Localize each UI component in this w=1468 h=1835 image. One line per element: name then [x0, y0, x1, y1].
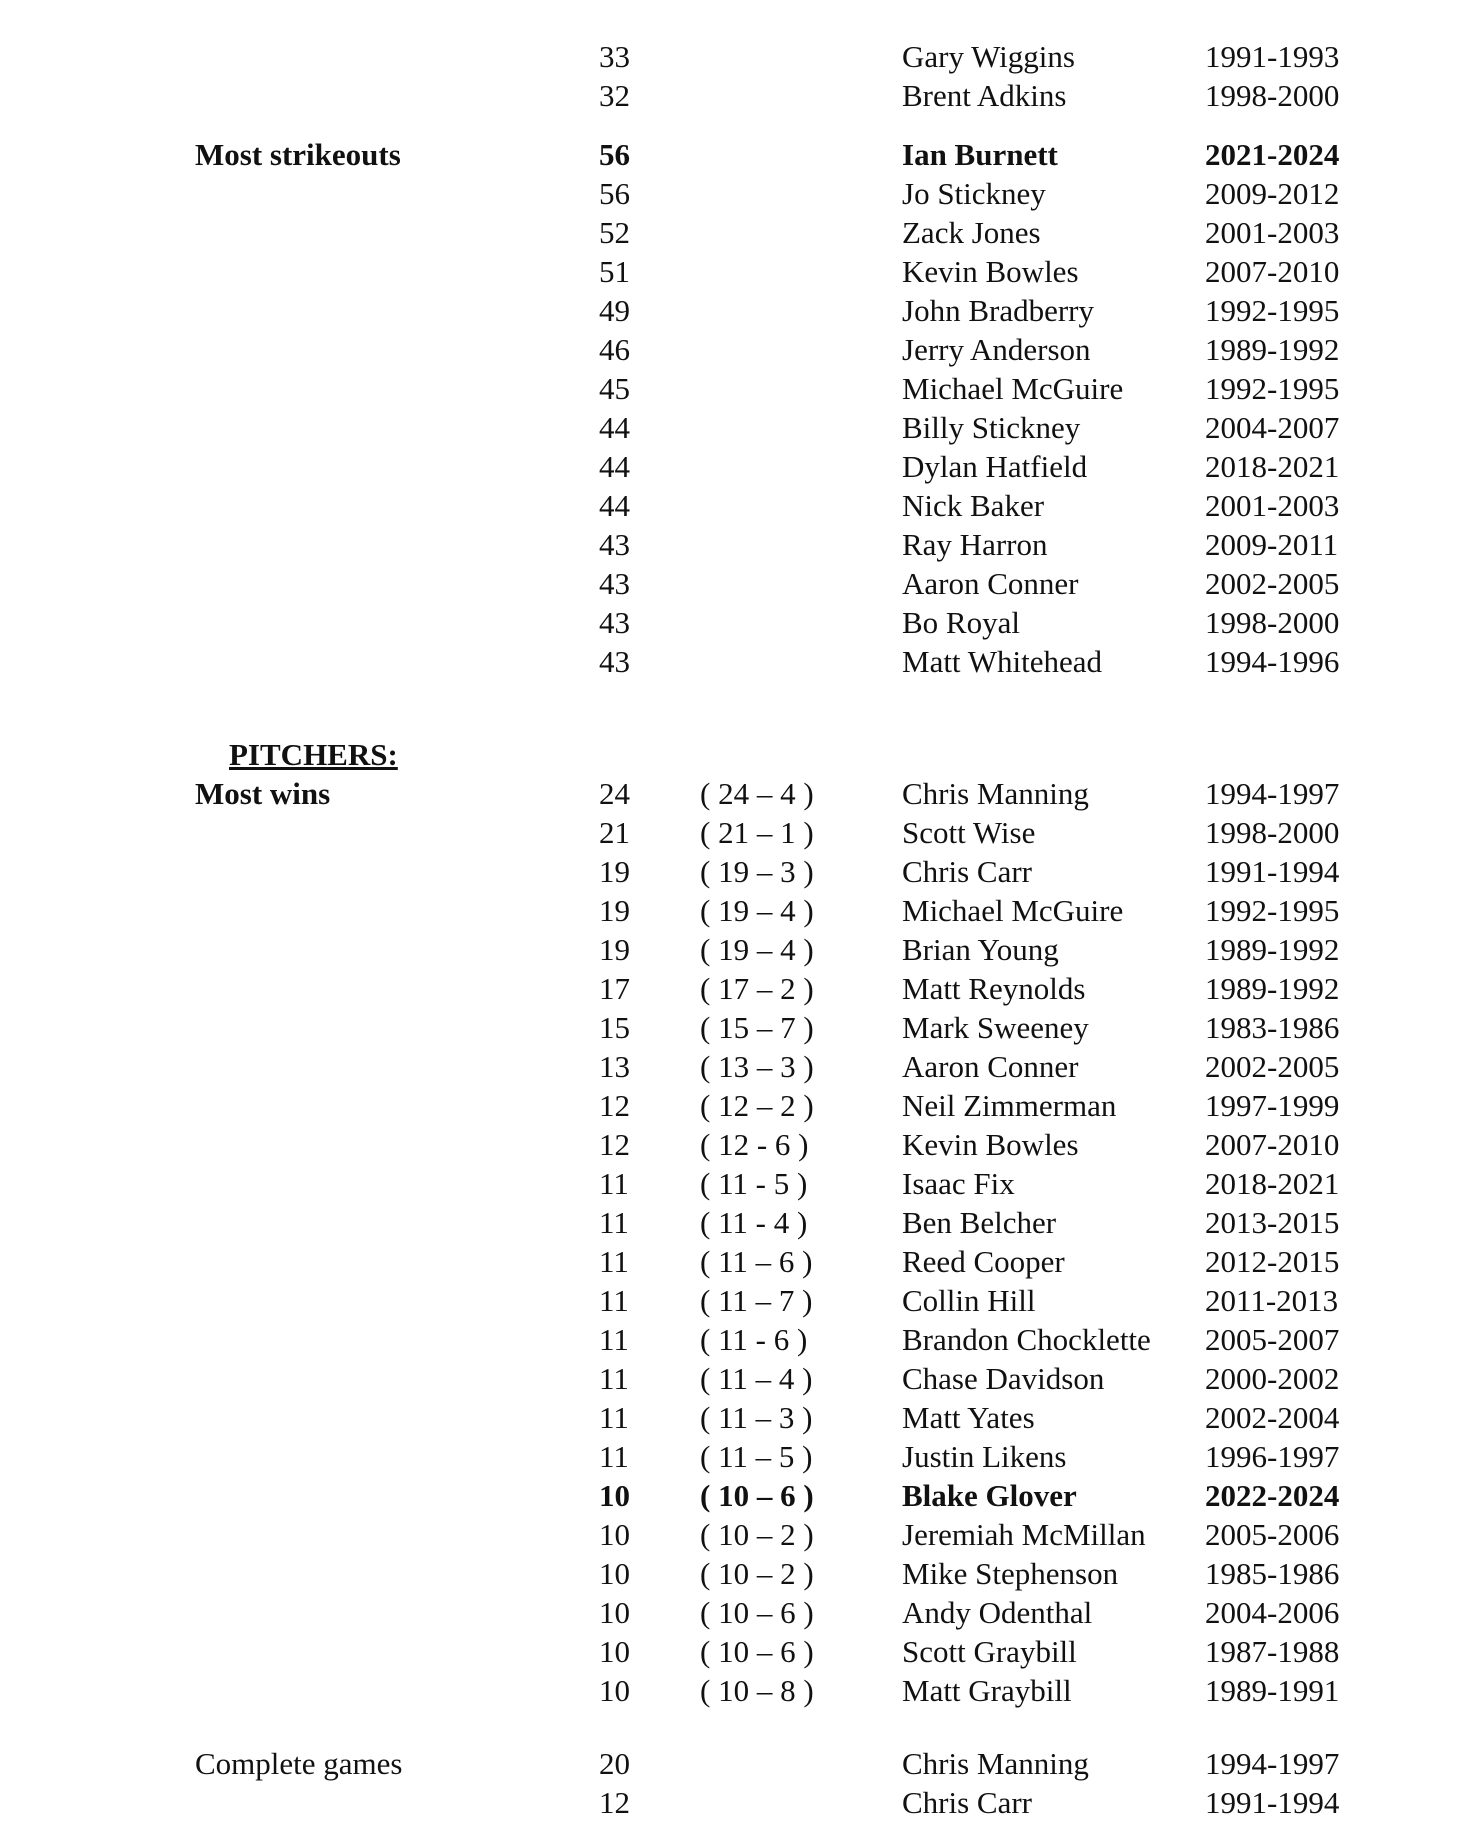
section-heading-pitchers: PITCHERS:: [229, 737, 398, 772]
record-row: [0, 1125, 1468, 1164]
player-years: 1989-1992: [1205, 932, 1340, 967]
record-value: 21: [599, 815, 630, 850]
player-years: 2000-2002: [1205, 1361, 1340, 1396]
player-name: Chris Carr: [902, 854, 1033, 889]
record-row: [0, 1008, 1468, 1047]
player-years: 2021-2024: [1205, 137, 1340, 172]
record-row: [0, 252, 1468, 291]
record-row: [0, 525, 1468, 564]
player-years: 1998-2000: [1205, 605, 1340, 640]
player-name: Dylan Hatfield: [902, 449, 1088, 484]
player-years: 2009-2011: [1205, 527, 1339, 562]
record-row: [0, 1515, 1468, 1554]
player-years: 2005-2007: [1205, 1322, 1340, 1357]
win-loss-record: ( 10 – 2 ): [700, 1556, 814, 1591]
record-row: [0, 642, 1468, 681]
win-loss-record: ( 12 – 2 ): [700, 1088, 814, 1123]
record-row: [0, 1086, 1468, 1125]
win-loss-record: ( 11 – 7 ): [700, 1283, 813, 1318]
record-row: [0, 930, 1468, 969]
record-row: [0, 174, 1468, 213]
record-value: 24: [599, 776, 630, 811]
player-years: 2018-2021: [1205, 449, 1340, 484]
player-years: 1989-1992: [1205, 332, 1340, 367]
record-row: [0, 447, 1468, 486]
record-value: 33: [599, 39, 630, 74]
player-name: Neil Zimmerman: [902, 1088, 1117, 1123]
win-loss-record: ( 24 – 4 ): [700, 776, 814, 811]
record-value: 12: [599, 1088, 630, 1123]
player-name: Matt Yates: [902, 1400, 1035, 1435]
record-row: [0, 1047, 1468, 1086]
record-row: [0, 213, 1468, 252]
player-name: Isaac Fix: [902, 1166, 1015, 1201]
player-name: Chris Carr: [902, 1785, 1033, 1820]
win-loss-record: ( 12 - 6 ): [700, 1127, 809, 1162]
record-value: 19: [599, 932, 630, 967]
player-years: 1997-1999: [1205, 1088, 1340, 1123]
win-loss-record: ( 11 – 5 ): [700, 1439, 813, 1474]
player-years: 1992-1995: [1205, 893, 1340, 928]
player-name: Kevin Bowles: [902, 254, 1079, 289]
player-name: Mark Sweeney: [902, 1010, 1089, 1045]
player-years: 1996-1997: [1205, 1439, 1340, 1474]
record-value: 10: [599, 1478, 630, 1513]
player-name: Blake Glover: [902, 1478, 1077, 1513]
record-value: 43: [599, 527, 630, 562]
record-value: 11: [599, 1283, 629, 1318]
player-name: Jo Stickney: [902, 176, 1046, 211]
player-years: 2013-2015: [1205, 1205, 1340, 1240]
record-row: [0, 408, 1468, 447]
record-row: [0, 1164, 1468, 1203]
win-loss-record: ( 11 – 6 ): [700, 1244, 813, 1279]
record-value: 46: [599, 332, 630, 367]
record-row: [0, 1281, 1468, 1320]
player-name: Collin Hill: [902, 1283, 1036, 1318]
player-years: 2001-2003: [1205, 488, 1340, 523]
player-years: 2007-2010: [1205, 1127, 1340, 1162]
player-name: Chris Manning: [902, 776, 1089, 811]
category-label: Most strikeouts: [195, 137, 401, 172]
win-loss-record: ( 10 – 8 ): [700, 1673, 814, 1708]
category-label: Most wins: [195, 776, 331, 811]
record-row: [0, 1554, 1468, 1593]
player-name: Justin Likens: [902, 1439, 1067, 1474]
record-row: [0, 291, 1468, 330]
player-years: 1998-2000: [1205, 78, 1340, 113]
record-row: [0, 486, 1468, 525]
player-years: 1991-1993: [1205, 39, 1340, 74]
record-value: 20: [599, 1746, 630, 1781]
record-row: [0, 1783, 1468, 1822]
record-row: [0, 564, 1468, 603]
win-loss-record: ( 17 – 2 ): [700, 971, 814, 1006]
win-loss-record: ( 11 – 3 ): [700, 1400, 813, 1435]
record-value: 11: [599, 1400, 629, 1435]
record-value: 49: [599, 293, 630, 328]
record-value: 11: [599, 1166, 629, 1201]
player-years: 1989-1992: [1205, 971, 1340, 1006]
player-years: 2005-2006: [1205, 1517, 1340, 1552]
player-name: Brent Adkins: [902, 78, 1067, 113]
record-row: [0, 37, 1468, 76]
record-value: 43: [599, 605, 630, 640]
record-value: 56: [599, 137, 630, 172]
record-row: [0, 135, 1468, 174]
win-loss-record: ( 11 - 6 ): [700, 1322, 808, 1357]
player-name: Scott Wise: [902, 815, 1036, 850]
record-value: 11: [599, 1322, 629, 1357]
record-value: 43: [599, 566, 630, 601]
record-row: [0, 774, 1468, 813]
player-name: Jerry Anderson: [902, 332, 1091, 367]
record-value: 19: [599, 893, 630, 928]
record-value: 17: [599, 971, 630, 1006]
record-value: 10: [599, 1517, 630, 1552]
record-row: [0, 1671, 1468, 1710]
player-name: Aaron Conner: [902, 1049, 1079, 1084]
record-row: [0, 1632, 1468, 1671]
player-name: Brandon Chocklette: [902, 1322, 1151, 1357]
record-value: 43: [599, 644, 630, 679]
record-value: 12: [599, 1785, 630, 1820]
player-years: 1994-1997: [1205, 776, 1340, 811]
player-years: 2009-2012: [1205, 176, 1340, 211]
player-years: 2018-2021: [1205, 1166, 1340, 1201]
player-name: Chris Manning: [902, 1746, 1089, 1781]
player-name: Matt Reynolds: [902, 971, 1086, 1006]
win-loss-record: ( 10 – 6 ): [700, 1634, 814, 1669]
record-row: [0, 852, 1468, 891]
win-loss-record: ( 13 – 3 ): [700, 1049, 814, 1084]
record-row: [0, 330, 1468, 369]
record-value: 32: [599, 78, 630, 113]
player-years: 1992-1995: [1205, 293, 1340, 328]
player-name: Mike Stephenson: [902, 1556, 1119, 1591]
player-years: 2012-2015: [1205, 1244, 1340, 1279]
record-row: [0, 891, 1468, 930]
record-row: [0, 969, 1468, 1008]
player-name: Billy Stickney: [902, 410, 1081, 445]
record-value: 11: [599, 1205, 629, 1240]
player-years: 1994-1996: [1205, 644, 1340, 679]
win-loss-record: ( 10 – 6 ): [700, 1478, 814, 1513]
record-value: 11: [599, 1244, 629, 1279]
player-years: 1998-2000: [1205, 815, 1340, 850]
win-loss-record: ( 11 - 5 ): [700, 1166, 808, 1201]
record-row: [0, 1744, 1468, 1783]
player-years: 2004-2006: [1205, 1595, 1340, 1630]
record-value: 11: [599, 1361, 629, 1396]
player-name: Michael McGuire: [902, 893, 1124, 928]
record-value: 13: [599, 1049, 630, 1084]
player-years: 2007-2010: [1205, 254, 1340, 289]
player-years: 2002-2005: [1205, 1049, 1340, 1084]
record-value: 52: [599, 215, 630, 250]
player-name: Bo Royal: [902, 605, 1020, 640]
record-value: 44: [599, 449, 630, 484]
player-name: Kevin Bowles: [902, 1127, 1079, 1162]
player-name: Matt Graybill: [902, 1673, 1072, 1708]
player-name: Nick Baker: [902, 488, 1045, 523]
record-row: [0, 76, 1468, 115]
record-row: [0, 603, 1468, 642]
record-value: 45: [599, 371, 630, 406]
win-loss-record: ( 15 – 7 ): [700, 1010, 814, 1045]
record-value: 12: [599, 1127, 630, 1162]
record-value: 10: [599, 1673, 630, 1708]
player-years: 1983-1986: [1205, 1010, 1340, 1045]
win-loss-record: ( 19 – 3 ): [700, 854, 814, 889]
category-label: Complete games: [195, 1746, 403, 1781]
record-row: [0, 1359, 1468, 1398]
player-years: 2022-2024: [1205, 1478, 1340, 1513]
record-value: 51: [599, 254, 630, 289]
player-years: 1992-1995: [1205, 371, 1340, 406]
record-value: 19: [599, 854, 630, 889]
player-name: Brian Young: [902, 932, 1059, 967]
record-value: 10: [599, 1556, 630, 1591]
record-value: 56: [599, 176, 630, 211]
player-years: 1985-1986: [1205, 1556, 1340, 1591]
record-row: [0, 1476, 1468, 1515]
record-value: 44: [599, 410, 630, 445]
player-name: John Bradberry: [902, 293, 1094, 328]
player-years: 1991-1994: [1205, 854, 1340, 889]
player-name: Andy Odenthal: [902, 1595, 1093, 1630]
player-name: Zack Jones: [902, 215, 1041, 250]
player-name: Ben Belcher: [902, 1205, 1057, 1240]
record-value: 44: [599, 488, 630, 523]
player-years: 2002-2004: [1205, 1400, 1340, 1435]
record-row: [0, 1320, 1468, 1359]
win-loss-record: ( 19 – 4 ): [700, 893, 814, 928]
player-name: Gary Wiggins: [902, 39, 1075, 74]
player-years: 1994-1997: [1205, 1746, 1340, 1781]
record-row: [0, 813, 1468, 852]
player-years: 1989-1991: [1205, 1673, 1340, 1708]
record-row: [0, 369, 1468, 408]
win-loss-record: ( 11 – 4 ): [700, 1361, 813, 1396]
record-value: 15: [599, 1010, 630, 1045]
player-years: 1991-1994: [1205, 1785, 1340, 1820]
win-loss-record: ( 19 – 4 ): [700, 932, 814, 967]
record-row: [0, 1437, 1468, 1476]
player-years: 2004-2007: [1205, 410, 1340, 445]
player-years: 2001-2003: [1205, 215, 1340, 250]
win-loss-record: ( 11 - 4 ): [700, 1205, 808, 1240]
player-name: Ray Harron: [902, 527, 1048, 562]
player-name: Chase Davidson: [902, 1361, 1105, 1396]
player-name: Ian Burnett: [902, 137, 1058, 172]
player-name: Scott Graybill: [902, 1634, 1077, 1669]
player-name: Aaron Conner: [902, 566, 1079, 601]
record-value: 10: [599, 1595, 630, 1630]
record-row: [0, 1398, 1468, 1437]
record-value: 11: [599, 1439, 629, 1474]
player-years: 1987-1988: [1205, 1634, 1340, 1669]
player-name: Michael McGuire: [902, 371, 1124, 406]
record-row: [0, 1593, 1468, 1632]
win-loss-record: ( 10 – 2 ): [700, 1517, 814, 1552]
win-loss-record: ( 10 – 6 ): [700, 1595, 814, 1630]
player-years: 2011-2013: [1205, 1283, 1339, 1318]
record-row: [0, 1203, 1468, 1242]
player-years: 2002-2005: [1205, 566, 1340, 601]
win-loss-record: ( 21 – 1 ): [700, 815, 814, 850]
player-name: Matt Whitehead: [902, 644, 1103, 679]
record-row: [0, 1242, 1468, 1281]
player-name: Reed Cooper: [902, 1244, 1065, 1279]
record-value: 10: [599, 1634, 630, 1669]
player-name: Jeremiah McMillan: [902, 1517, 1146, 1552]
